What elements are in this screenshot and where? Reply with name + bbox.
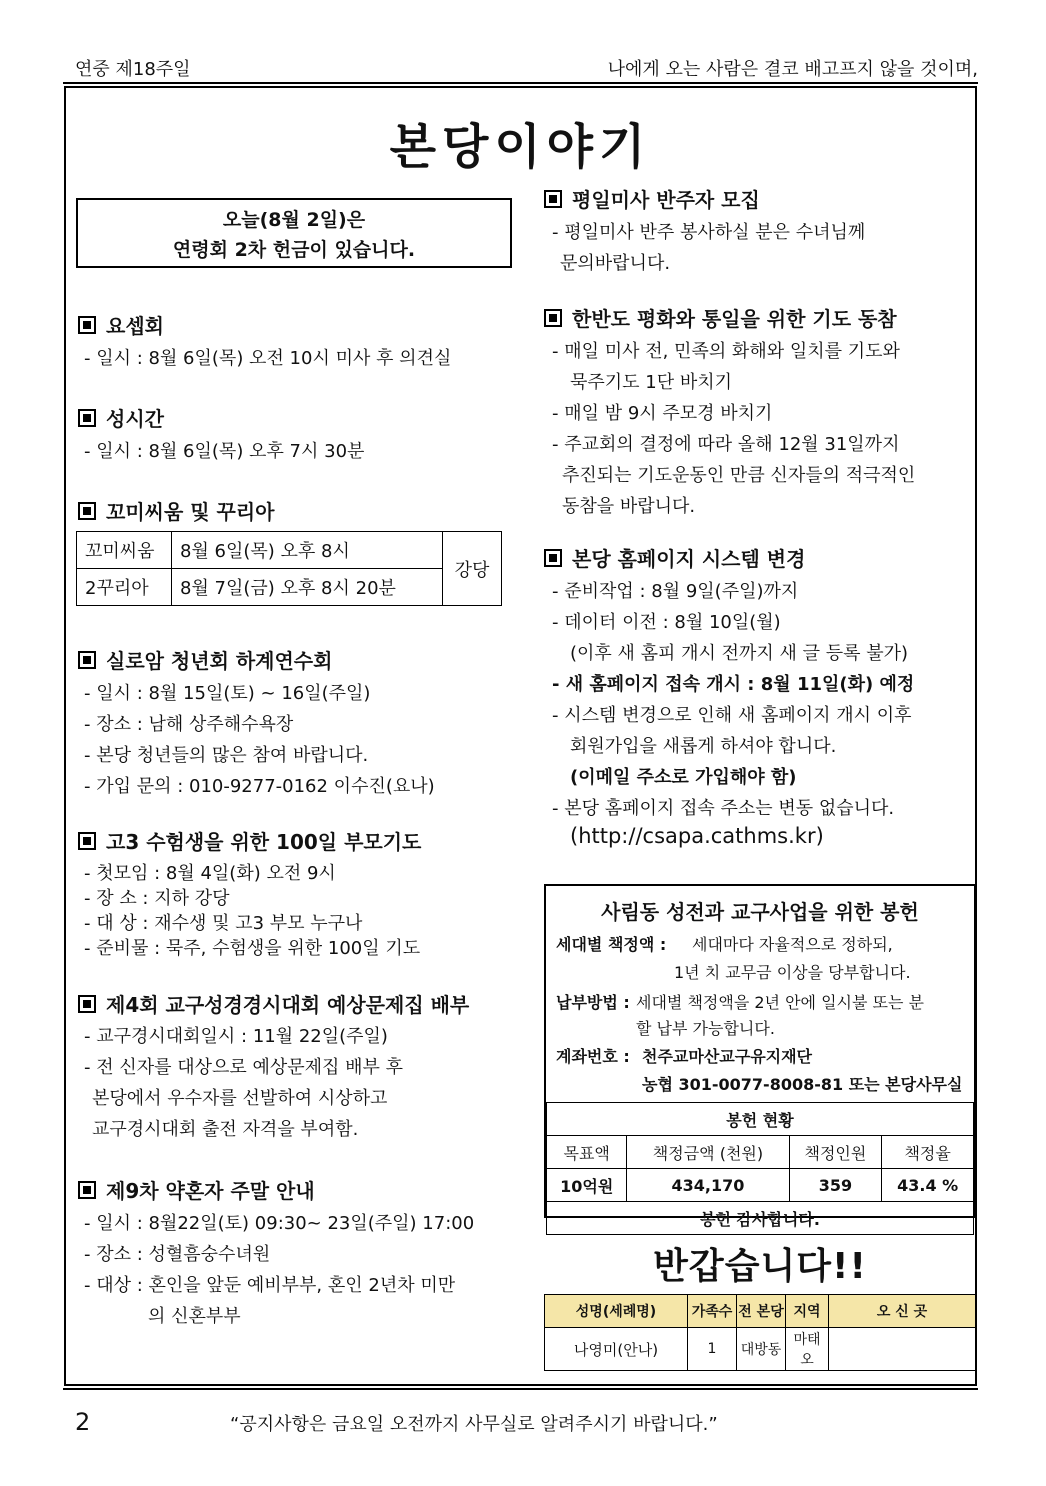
table-header: 가족수	[688, 1295, 737, 1328]
welcome-table	[544, 1294, 976, 1371]
section-siloam: 실로암 청년회 하계연수회	[78, 645, 332, 674]
peace-line-4: - 주교회의 결정에 따라 올해 12월 31일까지	[552, 434, 900, 455]
table-cell: 1	[688, 1328, 737, 1371]
bible-line-3: 본당에서 우수자를 선발하여 시상하고	[92, 1088, 388, 1109]
homepage-line-8: - 본당 홈페이지 접속 주소는 변동 없습니다.	[552, 798, 895, 819]
table-header: 전 본당	[737, 1295, 786, 1328]
table-header: 책정율	[882, 1136, 974, 1169]
section-joseph: 요셉회	[78, 310, 164, 339]
donation-key-1: 세대별 책정액 :	[556, 935, 667, 954]
bulletin-frame	[64, 86, 977, 1386]
section-kids: 꼬미씨움 및 꾸리아	[78, 496, 275, 525]
square-bullet-icon	[78, 832, 96, 850]
homepage-line-2: - 데이터 이전 : 8월 10일(월)	[552, 612, 781, 633]
table-row	[547, 1103, 974, 1136]
organist-line-1: - 평일미사 반주 봉사하실 분은 수녀님께	[552, 222, 866, 243]
table-cell: 강당	[443, 532, 502, 606]
page-number: 2	[75, 1408, 91, 1436]
header-right: 나에게 오는 사람은 결코 배고프지 않을 것이며,	[607, 59, 978, 80]
engaged-line-3: - 대상 : 혼인을 앞둔 예비부부, 혼인 2년차 미만	[84, 1275, 456, 1296]
donation-title: 사림동 성전과 교구사업을 위한 봉헌	[601, 900, 919, 924]
table-cell: 8월 7일(금) 오후 8시 20분	[172, 569, 443, 606]
joseph-line: - 일시 : 8월 6일(목) 오전 10시 미사 후 의견실	[84, 348, 452, 369]
section-peace-prayer: 한반도 평화와 통일을 위한 기도 동참	[544, 303, 897, 332]
table-header: 책정금액 (천원)	[627, 1136, 789, 1169]
homepage-line-6: 회원가입을 새롭게 하셔야 합니다.	[570, 736, 837, 757]
table-row	[547, 1169, 974, 1202]
homepage-line-7: (이메일 주소로 가입해야 함)	[570, 767, 797, 788]
table-row	[545, 1295, 976, 1328]
peace-line-3: - 매일 밤 9시 주모경 바치기	[552, 403, 773, 424]
section-organist: 평일미사 반주자 모집	[544, 184, 760, 213]
bible-line-2: - 전 신자를 대상으로 예상문제집 배부 후	[84, 1057, 404, 1078]
table-cell: 꼬미씨움	[77, 532, 172, 569]
square-bullet-icon	[78, 995, 96, 1013]
square-bullet-icon	[78, 1181, 96, 1199]
peace-line-5: 추진되는 기도운동인 만큼 신자들의 적극적인	[562, 465, 916, 486]
notice-line-2: 연령회 2차 헌금이 있습니다.	[172, 239, 416, 261]
table-row	[77, 532, 502, 569]
table-row	[547, 1202, 974, 1235]
engaged-line-4: 의 신혼부부	[148, 1306, 241, 1327]
donation-value-1b: 1년 치 교무금 이상을 당부합니다.	[674, 963, 911, 982]
peace-line-1: - 매일 미사 전, 민족의 화해와 일치를 기도와	[552, 341, 900, 362]
homepage-line-1: - 준비작업 : 8월 9일(주일)까지	[552, 581, 799, 602]
section-holy-hour: 성시간	[78, 403, 164, 432]
table-cell: 8월 6일(목) 오후 8시	[172, 532, 443, 569]
section-engaged: 제9차 약혼자 주말 안내	[78, 1175, 315, 1204]
section-exam-prayer: 고3 수험생을 위한 100일 부모기도	[78, 826, 421, 855]
footer-note: “공지사항은 금요일 오전까지 사무실로 알려주시기 바랍니다.”	[230, 1414, 718, 1435]
donation-value-2a: 세대별 책정액을 2년 안에 일시불 또는 분	[636, 993, 924, 1012]
donation-key-2: 납부방법 :	[556, 993, 630, 1012]
square-bullet-icon	[78, 651, 96, 669]
square-bullet-icon	[78, 502, 96, 520]
donation-value-3a: 천주교마산교구유지재단	[642, 1047, 813, 1066]
table-header: 지역	[786, 1295, 829, 1328]
kids-table	[76, 531, 502, 606]
welcome-title: 반갑습니다!!	[653, 1246, 867, 1287]
table-header: 성명(세례명)	[545, 1295, 688, 1328]
exam-line-2: - 장 소 : 지하 강당	[84, 888, 230, 909]
siloam-line-1: - 일시 : 8월 15일(토) ~ 16일(주일)	[84, 683, 371, 704]
donation-status-table	[546, 1102, 974, 1235]
homepage-line-5: - 시스템 변경으로 인해 새 홈페이지 개시 이후	[552, 705, 912, 726]
homepage-line-4: - 새 홈페이지 접속 개시 : 8월 11일(화) 예정	[552, 674, 915, 695]
exam-line-4: - 준비물 : 묵주, 수험생을 위한 100일 기도	[84, 938, 421, 959]
section-bible-contest: 제4회 교구성경경시대회 예상문제집 배부	[78, 989, 469, 1018]
table-row	[545, 1328, 976, 1371]
table-header: 목표액	[547, 1136, 627, 1169]
status-title: 봉헌 현황	[547, 1103, 974, 1136]
donation-value-2b: 할 납부 가능합니다.	[636, 1019, 775, 1038]
table-cell: 359	[789, 1169, 882, 1202]
homepage-url[interactable]: (http://csapa.cathms.kr)	[570, 824, 824, 848]
donation-thanks: 봉헌 감사합니다.	[547, 1202, 974, 1235]
table-cell: 434,170	[627, 1169, 789, 1202]
donation-value-1a: 세대마다 자율적으로 정하되,	[692, 935, 893, 954]
table-row	[77, 569, 502, 606]
bible-line-1: - 교구경시대회일시 : 11월 22일(주일)	[84, 1026, 388, 1047]
bible-line-4: 교구경시대회 출전 자격을 부여함.	[92, 1119, 359, 1140]
siloam-line-3: - 본당 청년들의 많은 참여 바랍니다.	[84, 745, 369, 766]
donation-value-3b: 농협 301-0077-8008-81 또는 본당사무실	[642, 1075, 963, 1094]
square-bullet-icon	[78, 316, 96, 334]
peace-line-6: 동참을 바랍니다.	[562, 496, 696, 517]
table-header: 오 신 곳	[829, 1295, 976, 1328]
homepage-line-3: (이후 새 홈피 개시 전까지 새 글 등록 불가)	[570, 643, 909, 664]
page-title: 본당이야기	[389, 119, 652, 175]
table-cell: 10억원	[547, 1169, 627, 1202]
header-left: 연중 제18주일	[75, 59, 191, 80]
peace-line-2: 묵주기도 1단 바치기	[570, 372, 732, 393]
table-cell: 대방동	[737, 1328, 786, 1371]
square-bullet-icon	[544, 190, 562, 208]
square-bullet-icon	[78, 409, 96, 427]
holy-hour-line: - 일시 : 8월 6일(목) 오후 7시 30분	[84, 441, 365, 462]
engaged-line-1: - 일시 : 8월22일(토) 09:30~ 23일(주일) 17:00	[84, 1213, 475, 1234]
section-homepage: 본당 홈페이지 시스템 변경	[544, 543, 805, 572]
exam-line-1: - 첫모임 : 8월 4일(화) 오전 9시	[84, 863, 336, 884]
exam-line-3: - 대 상 : 재수생 및 고3 부모 누구나	[84, 913, 363, 934]
table-header: 책정인원	[789, 1136, 882, 1169]
siloam-line-4: - 가입 문의 : 010-9277-0162 이수진(요나)	[84, 776, 435, 797]
siloam-line-2: - 장소 : 남해 상주해수욕장	[84, 714, 294, 735]
table-cell: 마태오	[786, 1328, 829, 1371]
engaged-line-2: - 장소 : 성혈흠숭수녀원	[84, 1244, 271, 1265]
organist-line-2: 문의바랍니다.	[560, 253, 671, 274]
table-cell: 43.4 %	[882, 1169, 974, 1202]
table-cell: 나영미(안나)	[545, 1328, 688, 1371]
square-bullet-icon	[544, 309, 562, 327]
table-row	[547, 1136, 974, 1169]
square-bullet-icon	[544, 549, 562, 567]
table-cell	[829, 1328, 976, 1371]
notice-box	[76, 198, 512, 268]
table-cell: 2꾸리아	[77, 569, 172, 606]
notice-line-1: 오늘(8월 2일)은	[222, 209, 366, 231]
donation-key-3: 계좌번호 :	[556, 1047, 630, 1066]
donation-box	[544, 884, 976, 1229]
